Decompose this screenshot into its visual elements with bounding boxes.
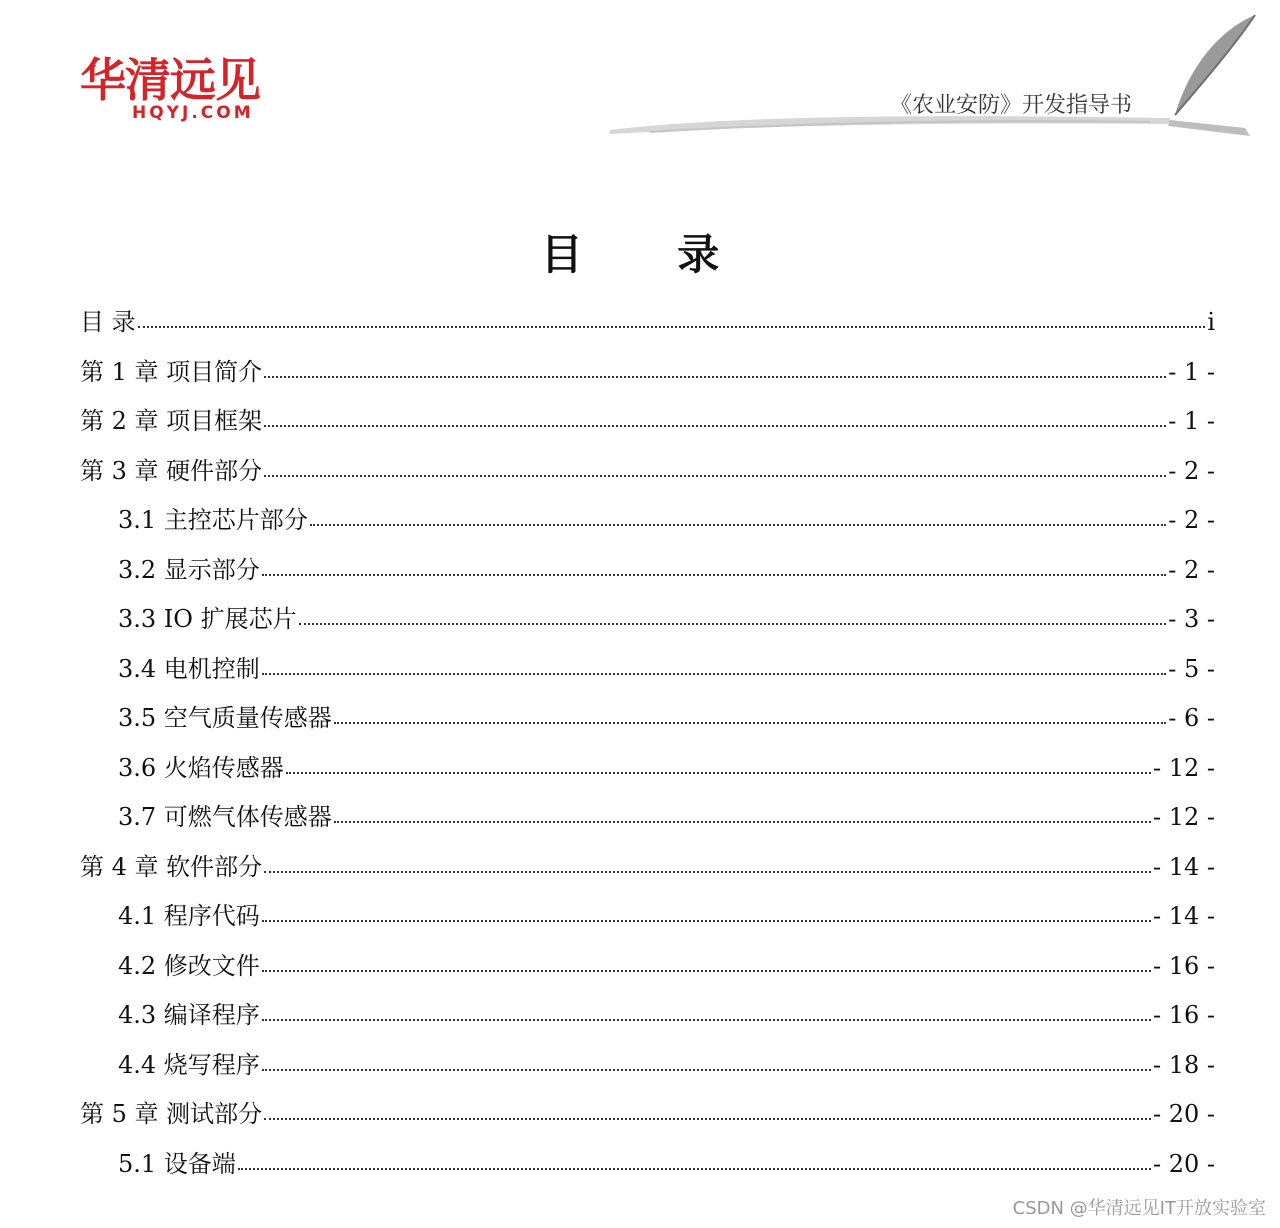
toc-dot-leader: [264, 851, 1151, 875]
toc-entry-page: - 2 -: [1168, 456, 1215, 485]
toc-entry-label: 3.7 可燃气体传感器: [118, 803, 332, 831]
toc-entry[interactable]: [80, 991, 1215, 1041]
table-of-contents: [80, 298, 1215, 1189]
toc-entry[interactable]: [80, 1090, 1215, 1140]
toc-dot-leader: [262, 999, 1151, 1023]
toc-entry[interactable]: [80, 348, 1215, 398]
toc-entry-page: - 2 -: [1168, 555, 1215, 584]
toc-dot-leader: [264, 1098, 1151, 1122]
source-watermark: CSDN @华清远见IT开放实验室: [1012, 1198, 1266, 1219]
toc-dot-leader: [286, 752, 1151, 776]
toc-entry-page: - 1 -: [1168, 357, 1215, 386]
toc-dot-leader: [264, 405, 1166, 429]
toc-entry[interactable]: [80, 744, 1215, 794]
toc-entry-page: - 16 -: [1152, 951, 1215, 980]
toc-dot-leader: [299, 603, 1167, 627]
toc-entry[interactable]: [80, 496, 1215, 546]
toc-entry-label: 第 4 章 软件部分: [80, 852, 263, 881]
toc-entry[interactable]: [80, 546, 1215, 596]
toc-entry-label: 3.4 电机控制: [118, 654, 260, 683]
toc-entry[interactable]: [80, 447, 1215, 497]
toc-dot-leader: [264, 356, 1166, 380]
toc-entry[interactable]: [80, 397, 1215, 447]
toc-dot-leader: [262, 653, 1166, 677]
toc-entry-label: 第 1 章 项目简介: [80, 357, 263, 386]
toc-entry-page: - 2 -: [1168, 506, 1215, 534]
toc-dot-leader: [262, 1049, 1151, 1073]
toc-entry[interactable]: [80, 1140, 1215, 1190]
toc-dot-leader: [310, 504, 1166, 528]
company-logo: [80, 55, 300, 127]
toc-entry-label: 3.5 空气质量传感器: [118, 704, 332, 732]
toc-dot-leader: [262, 554, 1166, 578]
toc-entry-label: 4.1 程序代码: [118, 902, 260, 930]
toc-entry-page: - 20 -: [1152, 1149, 1215, 1178]
toc-heading: 目 录: [540, 230, 760, 279]
toc-dot-leader: [264, 455, 1166, 479]
toc-entry-page: - 18 -: [1152, 1050, 1215, 1079]
toc-entry-page: - 6 -: [1168, 704, 1215, 732]
toc-dot-leader: [262, 900, 1151, 924]
toc-entry-page: - 20 -: [1152, 1100, 1215, 1128]
toc-entry-page: - 16 -: [1152, 1001, 1215, 1029]
toc-entry[interactable]: [80, 645, 1215, 695]
toc-dot-leader: [138, 306, 1206, 330]
logo-chinese-text: 华清远见: [80, 53, 260, 107]
quill-icon: [1150, 10, 1270, 140]
toc-entry-label: 第 3 章 硬件部分: [80, 456, 263, 485]
toc-entry[interactable]: [80, 843, 1215, 893]
toc-entry[interactable]: [80, 892, 1215, 942]
toc-entry-label: 第 2 章 项目框架: [80, 407, 263, 435]
toc-entry[interactable]: [80, 298, 1215, 348]
toc-entry-label: 3.3 IO 扩展芯片: [118, 605, 297, 633]
toc-entry-label: 4.2 修改文件: [118, 951, 260, 980]
toc-dot-leader: [334, 702, 1166, 726]
toc-entry-page: - 1 -: [1168, 407, 1215, 435]
toc-entry-page: - 12 -: [1152, 753, 1215, 782]
document-title: 《农业安防》开发指导书: [889, 93, 1132, 118]
toc-entry-page: - 14 -: [1152, 902, 1215, 930]
toc-entry-page: - 14 -: [1152, 852, 1215, 881]
toc-entry-label: 第 5 章 测试部分: [80, 1100, 263, 1128]
toc-entry-page: - 12 -: [1152, 803, 1215, 831]
toc-entry-label: 3.2 显示部分: [118, 555, 260, 584]
toc-entry-page: - 3 -: [1168, 605, 1215, 633]
toc-entry-page: - 5 -: [1168, 654, 1215, 683]
toc-entry[interactable]: [80, 1041, 1215, 1091]
toc-entry-label: 3.1 主控芯片部分: [118, 506, 308, 534]
toc-dot-leader: [238, 1148, 1151, 1172]
toc-entry[interactable]: [80, 942, 1215, 992]
toc-entry-label: 4.3 编译程序: [118, 1001, 260, 1029]
toc-entry-page: i: [1207, 308, 1215, 336]
toc-entry-label: 4.4 烧写程序: [118, 1050, 260, 1079]
toc-dot-leader: [262, 950, 1151, 974]
logo-english-text: HQYJ.COM: [132, 103, 254, 123]
toc-dot-leader: [334, 801, 1151, 825]
toc-entry-label: 5.1 设备端: [118, 1149, 236, 1178]
toc-entry-label: 3.6 火焰传感器: [118, 753, 284, 782]
toc-entry-label: 目 录: [80, 308, 136, 336]
toc-entry[interactable]: [80, 793, 1215, 843]
toc-entry[interactable]: [80, 595, 1215, 645]
page-header: [0, 0, 1280, 150]
toc-entry[interactable]: [80, 694, 1215, 744]
